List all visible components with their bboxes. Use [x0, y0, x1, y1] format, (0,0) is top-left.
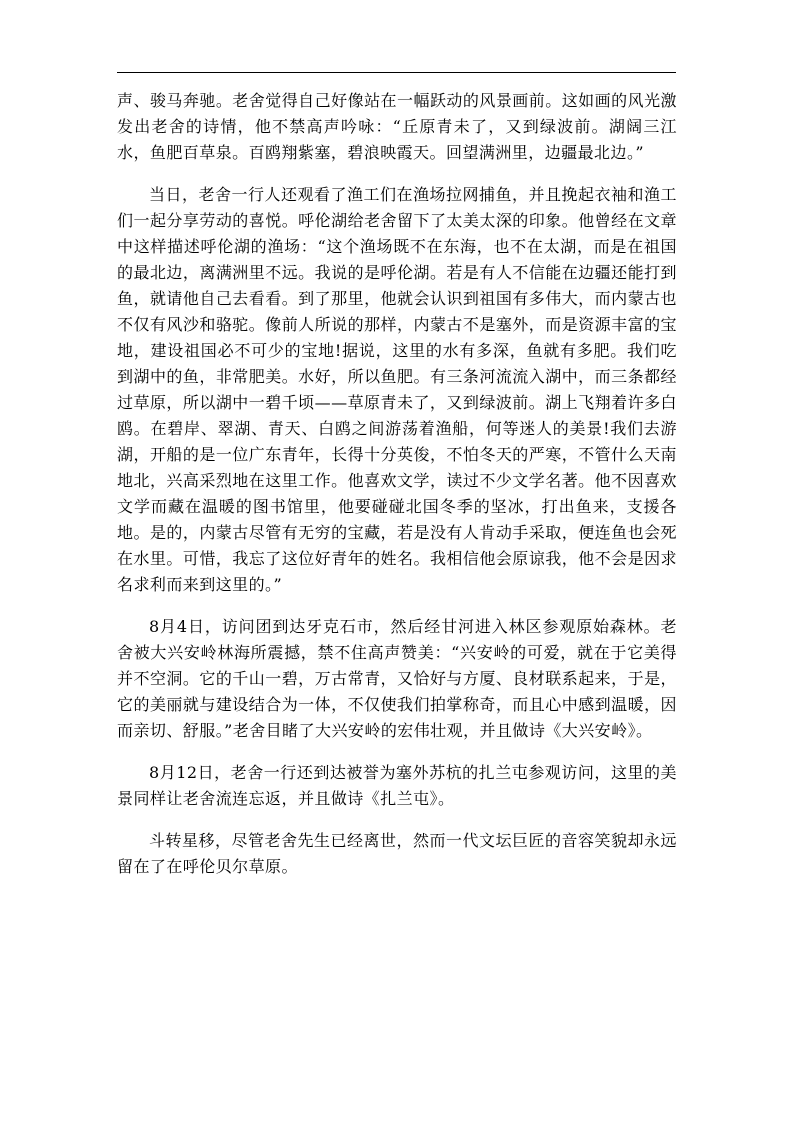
- paragraph-4: 8月12日，老舍一行还到达被誉为塞外苏杭的扎兰屯参观访问，这里的美景同样让老舍流连忘返，并且做诗《扎兰屯》。: [117, 763, 677, 808]
- paragraph-3: 8月4日，访问团到达牙克石市，然后经甘河进入林区参观原始森林。老舍被大兴安岭林海所震撼，禁不住高声赞美：“兴安岭的可爱，就在于它美得并不空洞。它的千山一碧，万古常青，又恰好与方厦、良材联系起来，于是，它的美丽就与建设结合为一体，不仅使我们拍掌称奇，而且心中感到温暖，因而亲切、舒服。”老舍目睹了大兴安岭的宏伟壮观，并且做诗《大兴安岭》。: [117, 617, 677, 740]
- body-text: [117, 88, 677, 880]
- header-rule: [117, 72, 676, 73]
- paragraph-1: 声、骏马奔驰。老舍觉得自己好像站在一幅跃动的风景画前。这如画的风光激发出老舍的诗情，他不禁高声吟咏：“丘原青未了，又到绿波前。湖阔三江水，鱼肥百草泉。百鸥翔紫塞，碧浪映霞天。回望满洲里，边疆最北边。”: [117, 91, 677, 162]
- paragraph-5: 斗转星移，尽管老舍先生已经离世，然而一代文坛巨匠的音容笑貌却永远留在了在呼伦贝尔草原。: [117, 831, 677, 876]
- paragraph-2: 当日，老舍一行人还观看了渔工们在渔场拉网捕鱼，并且挽起衣袖和渔工们一起分享劳动的喜悦。呼伦湖给老舍留下了太美太深的印象。他曾经在文章中这样描述呼伦湖的渔场：“这个渔场既不在东海，也不在太湖，而是在祖国的最北边，离满洲里不远。我说的是呼伦湖。若是有人不信能在边疆还能打到鱼，就请他自己去看看。到了那里，他就会认识到祖国有多伟大，而内蒙古也不仅有风沙和骆驼。像前人所说的那样，内蒙古不是塞外，而是资源丰富的宝地，建设祖国必不可少的宝地!据说，这里的水有多深，鱼就有多肥。我们吃到湖中的鱼，非常肥美。水好，所以鱼肥。有三条河流流入湖中，而三条都经过草原，所以湖中一碧千顷——草原青未了，又到绿波前。湖上飞翔着许多白鸥。在碧岸、翠湖、青天、白鸥之间游荡着渔船，何等迷人的美景!我们去游湖，开船的是一位广东青年，长得十分英俊，不怕冬天的严寒，不管什么天南地北，兴高采烈地在这里工作。他喜欢文学，读过不少文学名著。他不因喜欢文学而藏在温暖的图书馆里，他要碰碰北国冬季的坚冰，打出鱼来，支援各地。是的，内蒙古尽管有无穷的宝藏，若是没有人肯动手采取，便连鱼也会死在水里。可惜，我忘了这位好青年的姓名。我相信他会原谅我，他不会是因求名求利而来到这里的。”: [117, 185, 677, 594]
